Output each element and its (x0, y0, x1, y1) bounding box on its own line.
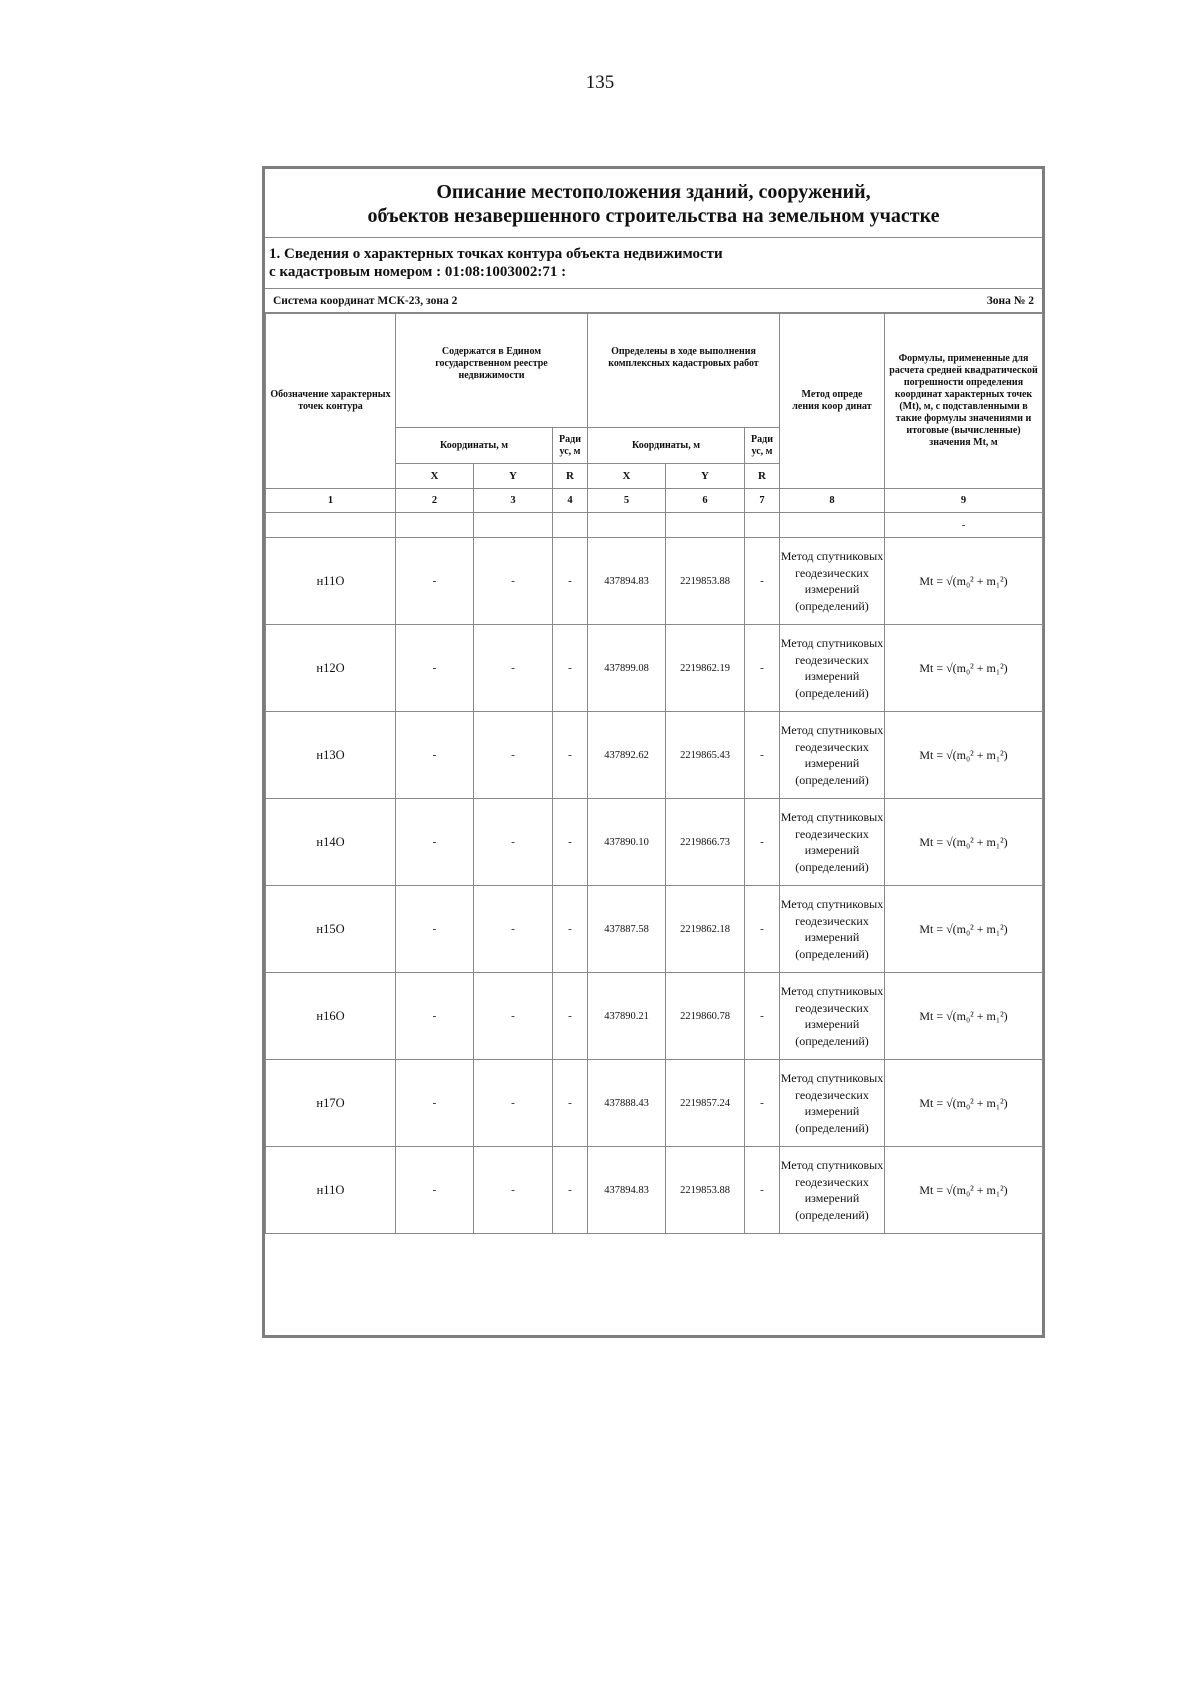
col-number: 5 (588, 489, 666, 513)
coord-x-cell: 437894.83 (588, 538, 666, 625)
coord-x-cell: 437890.10 (588, 799, 666, 886)
registry-y-cell: - (474, 712, 553, 799)
method-cell: Метод спутниковых геодезических измерений (определений) (780, 625, 885, 712)
table-row (266, 973, 1043, 1060)
formula-cell: Mt = √(m₀² + m₁²) (885, 973, 1043, 1060)
radius-cell: - (745, 886, 780, 973)
section-line-1: 1. Сведения о характерных точках контура объекта недвижимости (269, 246, 723, 262)
radius-cell: - (745, 538, 780, 625)
registry-x-cell: - (396, 1147, 474, 1234)
method-cell: Метод спутниковых геодезических измерений (определений) (780, 886, 885, 973)
point-id-cell: н15О (266, 886, 396, 973)
registry-y-cell: - (474, 625, 553, 712)
document-title (265, 169, 1042, 238)
registry-y-cell: - (474, 886, 553, 973)
coord-y-cell: 2219860.78 (666, 973, 745, 1060)
method-cell: Метод спутниковых геодезических измерений (определений) (780, 712, 885, 799)
col-number: 2 (396, 489, 474, 513)
table-row (266, 1060, 1043, 1147)
document-sheet (262, 166, 1045, 1338)
header-r-1: R (553, 464, 588, 489)
coordinate-system: Система координат МСК-23, зона 2 (273, 294, 458, 307)
header-formula: Формулы, примененные для расчета средней квадратической погрешности определения координат характерных точек (Mt), м, с подставленными в такие формулы значениями и итоговые (вычисленные) значения Mt, м (885, 314, 1043, 489)
registry-r-cell: - (553, 538, 588, 625)
formula-cell: Mt = √(m₀² + m₁²) (885, 1147, 1043, 1234)
registry-y-cell: - (474, 1060, 553, 1147)
coord-x-cell: 437890.21 (588, 973, 666, 1060)
radius-cell: - (745, 973, 780, 1060)
table-row (266, 538, 1043, 625)
zone-label: Зона № 2 (986, 294, 1034, 307)
coord-y-cell: 2219853.88 (666, 538, 745, 625)
col-number: 1 (266, 489, 396, 513)
registry-x-cell: - (396, 712, 474, 799)
point-id-cell: н13О (266, 712, 396, 799)
table-row (266, 625, 1043, 712)
registry-r-cell: - (553, 712, 588, 799)
title-line-2: объектов незавершенного строительства на земельном участке (367, 205, 940, 227)
header-x-2: X (588, 464, 666, 489)
formula-cell: Mt = √(m₀² + m₁²) (885, 625, 1043, 712)
registry-r-cell: - (553, 886, 588, 973)
col-number: 6 (666, 489, 745, 513)
coord-y-cell: 2219857.24 (666, 1060, 745, 1147)
registry-r-cell: - (553, 799, 588, 886)
coord-y-cell: 2219865.43 (666, 712, 745, 799)
coord-y-cell: 2219862.18 (666, 886, 745, 973)
title-line-1: Описание местоположения зданий, сооружений, (436, 181, 871, 203)
col-number: 7 (745, 489, 780, 513)
table-row (266, 886, 1043, 973)
radius-cell: - (745, 799, 780, 886)
col-number: 9 (885, 489, 1043, 513)
data-rows (266, 538, 1043, 1234)
registry-r-cell: - (553, 1147, 588, 1234)
col-number: 4 (553, 489, 588, 513)
registry-x-cell: - (396, 973, 474, 1060)
radius-cell: - (745, 712, 780, 799)
registry-x-cell: - (396, 625, 474, 712)
point-id-cell: н11О (266, 538, 396, 625)
registry-r-cell: - (553, 1060, 588, 1147)
method-cell: Метод спутниковых геодезических измерений (определений) (780, 538, 885, 625)
coord-x-cell: 437899.08 (588, 625, 666, 712)
points-table (265, 313, 1043, 1234)
point-id-cell: н14О (266, 799, 396, 886)
header-x-1: X (396, 464, 474, 489)
registry-x-cell: - (396, 799, 474, 886)
registry-x-cell: - (396, 538, 474, 625)
point-id-cell: н17О (266, 1060, 396, 1147)
method-cell: Метод спутниковых геодезических измерений (определений) (780, 1060, 885, 1147)
radius-cell: - (745, 1060, 780, 1147)
coord-x-cell: 437888.43 (588, 1060, 666, 1147)
empty-row-value: - (885, 513, 1043, 538)
registry-r-cell: - (553, 625, 588, 712)
formula-cell: Mt = √(m₀² + m₁²) (885, 886, 1043, 973)
registry-r-cell: - (553, 973, 588, 1060)
coord-x-cell: 437892.62 (588, 712, 666, 799)
registry-y-cell: - (474, 1147, 553, 1234)
coord-x-cell: 437894.83 (588, 1147, 666, 1234)
header-y-1: Y (474, 464, 553, 489)
coordinate-system-row (265, 289, 1042, 313)
point-id-cell: н16О (266, 973, 396, 1060)
table-row (266, 1147, 1043, 1234)
method-cell: Метод спутниковых геодезических измерений (определений) (780, 799, 885, 886)
registry-x-cell: - (396, 1060, 474, 1147)
coord-y-cell: 2219866.73 (666, 799, 745, 886)
page-number: 135 (585, 72, 615, 93)
registry-x-cell: - (396, 886, 474, 973)
header-coords-2: Координаты, м (588, 428, 745, 464)
column-number-row (266, 489, 1043, 513)
point-id-cell: н12О (266, 625, 396, 712)
header-registry: Содержатся в Едином государственном реестре недвижимости (396, 314, 588, 428)
coord-y-cell: 2219862.19 (666, 625, 745, 712)
method-cell: Метод спутниковых геодезических измерений (определений) (780, 973, 885, 1060)
header-r-2: R (745, 464, 780, 489)
col-number: 8 (780, 489, 885, 513)
registry-y-cell: - (474, 538, 553, 625)
radius-cell: - (745, 625, 780, 712)
header-method: Метод опреде ления коор динат (780, 314, 885, 489)
registry-y-cell: - (474, 973, 553, 1060)
table-row (266, 799, 1043, 886)
header-radius-2: Ради ус, м (745, 428, 780, 464)
header-determined: Определены в ходе выполнения комплексных кадастровых работ (588, 314, 780, 428)
header-radius-1: Ради ус, м (553, 428, 588, 464)
coord-x-cell: 437887.58 (588, 886, 666, 973)
header-y-2: Y (666, 464, 745, 489)
table-row (266, 712, 1043, 799)
formula-cell: Mt = √(m₀² + m₁²) (885, 799, 1043, 886)
radius-cell: - (745, 1147, 780, 1234)
col-number: 3 (474, 489, 553, 513)
formula-cell: Mt = √(m₀² + m₁²) (885, 538, 1043, 625)
section-line-2: с кадастровым номером : 01:08:1003002:71 : (269, 264, 567, 280)
point-id-cell: н11О (266, 1147, 396, 1234)
method-cell: Метод спутниковых геодезических измерений (определений) (780, 1147, 885, 1234)
header-point: Обозначение характерных точек контура (266, 314, 396, 489)
header-coords-1: Координаты, м (396, 428, 553, 464)
registry-y-cell: - (474, 799, 553, 886)
coord-y-cell: 2219853.88 (666, 1147, 745, 1234)
empty-row (266, 513, 1043, 538)
section-heading (265, 238, 1042, 289)
formula-cell: Mt = √(m₀² + m₁²) (885, 712, 1043, 799)
formula-cell: Mt = √(m₀² + m₁²) (885, 1060, 1043, 1147)
